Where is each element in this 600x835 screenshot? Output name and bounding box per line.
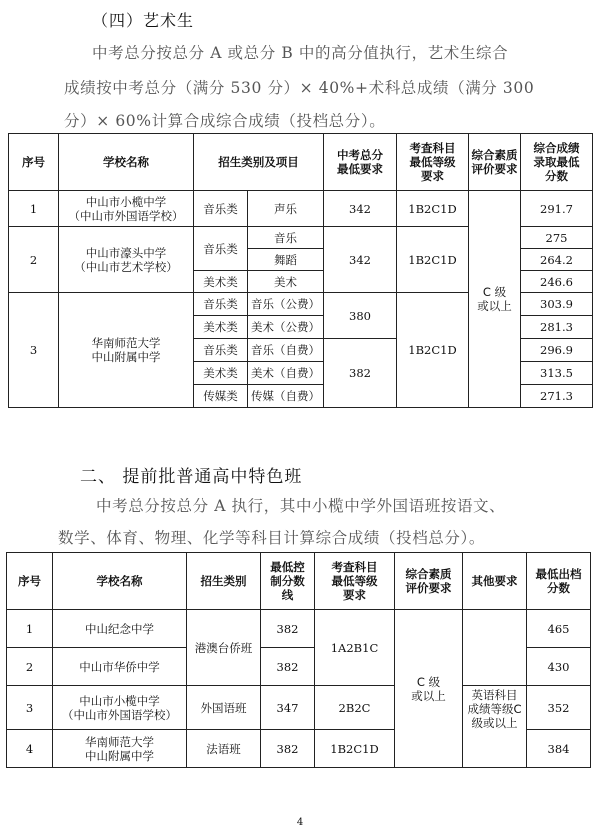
row-number: 2 xyxy=(7,648,53,686)
paragraph-line: 数学、体育、物理、化学等科目计算综合成绩（投档总分）。 xyxy=(58,529,485,547)
item: 传媒（自费） xyxy=(248,385,324,408)
category: 外国语班 xyxy=(187,686,261,730)
item: 美术（自费） xyxy=(248,362,324,385)
min-total-score: 380 xyxy=(324,293,397,339)
min-score: 465 xyxy=(527,610,591,648)
min-score: 430 xyxy=(527,648,591,686)
row-number: 1 xyxy=(9,191,59,227)
min-total-score: 382 xyxy=(324,339,397,408)
paragraph-line: 分）× 60%计算合成综合成绩（投档总分）。 xyxy=(64,112,386,130)
table-header-row xyxy=(7,553,591,610)
quality-requirement: C 级 或以上 xyxy=(395,610,463,768)
quality-requirement: C 级 或以上 xyxy=(469,191,521,408)
row-number: 2 xyxy=(9,227,59,293)
item: 美术（公费） xyxy=(248,316,324,339)
art-admission-table xyxy=(8,133,593,408)
header-cell: 综合素质 评价要求 xyxy=(395,553,463,610)
category: 传媒类 xyxy=(194,385,248,408)
min-total-score: 342 xyxy=(324,227,397,293)
category: 音乐类 xyxy=(194,339,248,362)
min-score: 271.3 xyxy=(521,385,593,408)
header-cell: 最低出档 分数 xyxy=(527,553,591,610)
subject-grade: 1B2C1D xyxy=(315,730,395,768)
item: 音乐（自费） xyxy=(248,339,324,362)
section-heading-special-class: 二、 提前批普通高中特色班 xyxy=(80,467,303,487)
item: 舞蹈 xyxy=(248,249,324,271)
min-score: 296.9 xyxy=(521,339,593,362)
min-score: 275 xyxy=(521,227,593,249)
category: 美术类 xyxy=(194,271,248,293)
min-score: 384 xyxy=(527,730,591,768)
section-heading-art: （四）艺术生 xyxy=(92,11,195,30)
header-cell: 中考总分 最低要求 xyxy=(324,134,397,191)
header-cell: 招生类别 xyxy=(187,553,261,610)
control-score: 382 xyxy=(261,610,315,648)
special-class-table xyxy=(6,552,591,768)
subject-grade: 1B2C1D xyxy=(397,191,469,227)
school-name: 中山市濠头中学 （中山市艺术学校） xyxy=(59,227,194,293)
other-requirement xyxy=(463,610,527,686)
category: 音乐类 xyxy=(194,191,248,227)
item: 音乐（公费） xyxy=(248,293,324,316)
header-cell: 其他要求 xyxy=(463,553,527,610)
header-cell: 学校名称 xyxy=(59,134,194,191)
category: 法语班 xyxy=(187,730,261,768)
subject-grade: 1A2B1C xyxy=(315,610,395,686)
item: 美术 xyxy=(248,271,324,293)
other-requirement: 英语科目 成绩等级C 级或以上 xyxy=(463,686,527,768)
row-number: 1 xyxy=(7,610,53,648)
header-cell: 最低控 制分数 线 xyxy=(261,553,315,610)
table-row xyxy=(9,191,593,227)
header-cell: 考查科目 最低等级 要求 xyxy=(397,134,469,191)
min-score: 264.2 xyxy=(521,249,593,271)
school-name: 中山市小榄中学 （中山市外国语学校） xyxy=(53,686,187,730)
control-score: 382 xyxy=(261,648,315,686)
subject-grade: 1B2C1D xyxy=(397,227,469,293)
header-cell: 学校名称 xyxy=(53,553,187,610)
control-score: 347 xyxy=(261,686,315,730)
item: 声乐 xyxy=(248,191,324,227)
category: 音乐类 xyxy=(194,227,248,271)
min-total-score: 342 xyxy=(324,191,397,227)
row-number: 4 xyxy=(7,730,53,768)
row-number: 3 xyxy=(7,686,53,730)
category: 港澳台侨班 xyxy=(187,610,261,686)
min-score: 352 xyxy=(527,686,591,730)
category: 美术类 xyxy=(194,316,248,339)
category: 音乐类 xyxy=(194,293,248,316)
category: 美术类 xyxy=(194,362,248,385)
school-name: 华南师范大学 中山附属中学 xyxy=(59,293,194,408)
min-score: 291.7 xyxy=(521,191,593,227)
control-score: 382 xyxy=(261,730,315,768)
school-name: 中山纪念中学 xyxy=(53,610,187,648)
paragraph-line: 中考总分按总分 A 执行，其中小榄中学外国语班按语文、 xyxy=(96,497,506,515)
header-cell: 招生类别及项目 xyxy=(194,134,324,191)
table-row xyxy=(7,610,591,648)
header-cell: 考查科目 最低等级 要求 xyxy=(315,553,395,610)
header-cell: 综合成绩 录取最低 分数 xyxy=(521,134,593,191)
min-score: 313.5 xyxy=(521,362,593,385)
min-score: 281.3 xyxy=(521,316,593,339)
item: 音乐 xyxy=(248,227,324,249)
school-name: 中山市小榄中学 （中山市外国语学校） xyxy=(59,191,194,227)
school-name: 华南师范大学 中山附属中学 xyxy=(53,730,187,768)
table-row xyxy=(7,686,591,730)
table-header-row xyxy=(9,134,593,191)
header-cell: 序号 xyxy=(9,134,59,191)
header-cell: 序号 xyxy=(7,553,53,610)
min-score: 246.6 xyxy=(521,271,593,293)
row-number: 3 xyxy=(9,293,59,408)
subject-grade: 2B2C xyxy=(315,686,395,730)
page-number: 4 xyxy=(296,817,304,828)
subject-grade: 1B2C1D xyxy=(397,293,469,408)
school-name: 中山市华侨中学 xyxy=(53,648,187,686)
header-cell: 综合素质 评价要求 xyxy=(469,134,521,191)
min-score: 303.9 xyxy=(521,293,593,316)
paragraph-line: 成绩按中考总分（满分 530 分）× 40%+术科总成绩（满分 300 xyxy=(64,79,535,97)
paragraph-line: 中考总分按总分 A 或总分 B 中的高分值执行，艺术生综合 xyxy=(92,44,509,62)
